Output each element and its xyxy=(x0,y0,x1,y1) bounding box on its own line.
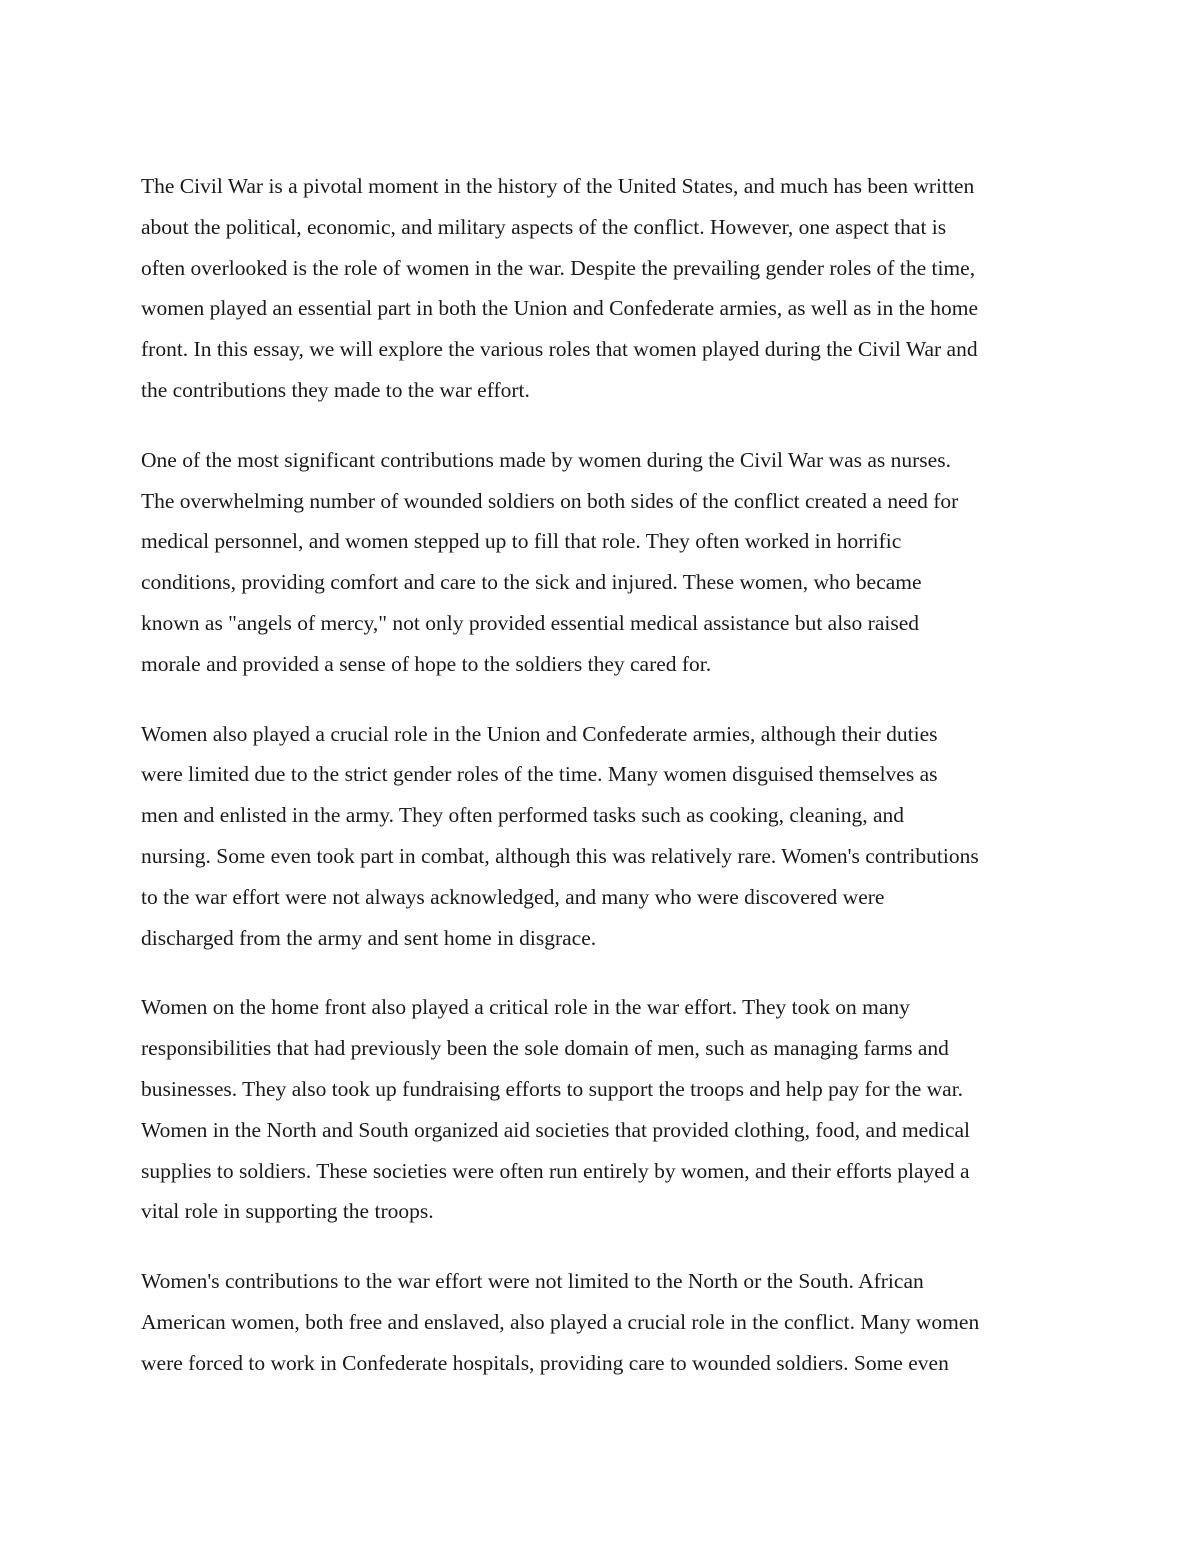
text-line: nursing. Some even took part in combat, although this was relatively rare. Women's contributions xyxy=(141,843,979,868)
text-line: Women on the home front also played a critical role in the war effort. They took on many xyxy=(141,995,910,1020)
paragraph-4 xyxy=(141,987,1081,1232)
text-line: men and enlisted in the army. They often performed tasks such as cooking, cleaning, and xyxy=(141,803,905,828)
text-line: supplies to soldiers. These societies were often run entirely by women, and their efforts played a xyxy=(141,1158,970,1183)
text-line: front. In this essay, we will explore the various roles that women played during the Civil War and xyxy=(141,337,978,362)
text-line: were forced to work in Confederate hospitals, providing care to wounded soldiers. Some even xyxy=(141,1350,949,1375)
text-line: conditions, providing comfort and care to the sick and injured. These women, who became xyxy=(141,570,922,595)
text-line: were limited due to the strict gender roles of the time. Many women disguised themselves as xyxy=(141,762,938,787)
document-page xyxy=(141,166,1081,1413)
paragraph-5 xyxy=(141,1261,1081,1383)
text-line: One of the most significant contributions made by women during the Civil War was as nurses. xyxy=(141,447,951,472)
text-line: about the political, economic, and military aspects of the conflict. However, one aspect that is xyxy=(141,214,947,239)
paragraph-1 xyxy=(141,166,1081,411)
text-line: often overlooked is the role of women in the war. Despite the prevailing gender roles of the time, xyxy=(141,255,976,280)
paragraph-2 xyxy=(141,440,1081,685)
text-line: morale and provided a sense of hope to the soldiers they cared for. xyxy=(141,651,712,676)
text-line: responsibilities that had previously been the sole domain of men, such as managing farms and xyxy=(141,1036,949,1061)
text-line: The Civil War is a pivotal moment in the history of the United States, and much has been written xyxy=(141,174,975,198)
text-line: discharged from the army and sent home in disgrace. xyxy=(141,925,597,950)
text-line: vital role in supporting the troops. xyxy=(141,1199,434,1224)
text-line: to the war effort were not always acknowledged, and many who were discovered were xyxy=(141,884,885,909)
text-line: Women's contributions to the war effort were not limited to the North or the South. African xyxy=(141,1269,924,1294)
text-line: businesses. They also took up fundraising efforts to support the troops and help pay for the war. xyxy=(141,1076,964,1101)
text-line: The overwhelming number of wounded soldiers on both sides of the conflict created a need for xyxy=(141,488,959,513)
text-line: women played an essential part in both the Union and Confederate armies, as well as in the home xyxy=(141,296,979,321)
text-line: Women also played a crucial role in the Union and Confederate armies, although their duties xyxy=(141,721,938,746)
text-line: the contributions they made to the war effort. xyxy=(141,377,530,402)
text-line: American women, both free and enslaved, also played a crucial role in the conflict. Many women xyxy=(141,1309,980,1334)
text-line: known as "angels of mercy," not only provided essential medical assistance but also raised xyxy=(141,610,920,635)
text-line: medical personnel, and women stepped up to fill that role. They often worked in horrific xyxy=(141,529,902,554)
text-line: Women in the North and South organized aid societies that provided clothing, food, and medical xyxy=(141,1117,971,1142)
paragraph-3 xyxy=(141,714,1081,959)
